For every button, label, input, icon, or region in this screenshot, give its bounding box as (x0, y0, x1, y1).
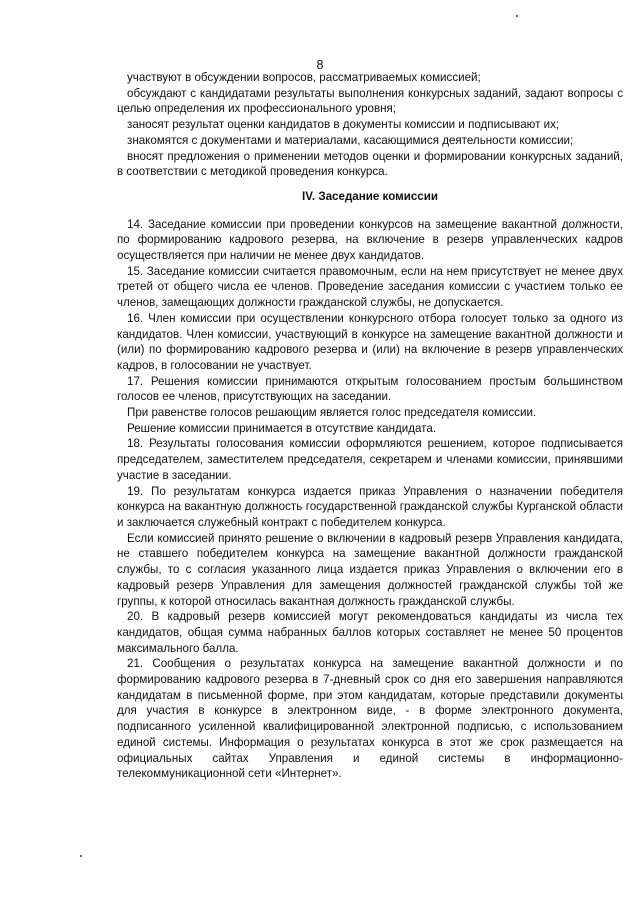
scan-mark-bottom-left (80, 855, 82, 857)
paragraph-16: 16. Член комиссии при осуществлении конкурсного отбора голосует только за одного из кандидатов. Член комиссии, участвующий в конкурсе на замещение вакантной должности и (или) по формированию кадрового резерва и (или) на включение в резерв управленческих кадров, в голосовании не участвует. (117, 311, 623, 372)
paragraph-14: 14. Заседание комиссии при проведении конкурсов на замещение вакантной должности, по формированию кадрового резерва, на включение в резерв управленческих кадров осуществляется при наличии не менее двух кандидатов. (117, 217, 623, 263)
paragraph-17: 17. Решения комиссии принимаются открытым голосованием простым большинством голосов ее членов, присутствующих на заседании. (117, 374, 623, 404)
page-number: 8 (316, 58, 324, 72)
paragraph-participate: участвуют в обсуждении вопросов, рассматриваемых комиссией; (127, 71, 481, 84)
paragraph-19: 19. По результатам конкурса издается приказ Управления о назначении победителя конкурса на вакантную должность государственной гражданской службы Курганской области и заключается служебный контракт с победителем конкурса. (117, 484, 623, 529)
paragraph-record-assessment: заносят результат оценки кандидатов в документы комиссии и подписывают их; (127, 118, 560, 132)
document-body (117, 70, 623, 782)
paragraph-absence: Решение комиссии принимается в отсутствие кандидата. (127, 421, 437, 435)
paragraph-20: 20. В кадровый резерв комиссией могут рекомендоваться кандидаты из числа тех кандидатов, общая сумма набранных баллов которых составляет не менее 50 процентов максимального балла. (117, 610, 623, 655)
paragraph-tie-vote: При равенстве голосов решающим является голос председателя комиссии. (127, 406, 537, 420)
paragraph-15: 15. Заседание комиссии считается правомочным, если на нем присутствует не менее двух третей от общего числа ее членов. Проведение заседания комиссии с участием только ее членов, замещающих должности гражданской службы, не допускается. (117, 264, 623, 310)
paragraph-21: 21. Сообщения о результатах конкурса на замещение вакантной должности и по формированию кадрового резерва в 7-дневный срок со дня его завершения направляются кандидатам в письменной форме, при этом кандидатам, которые представили документы для участия в конкурсе в электронном виде, - в форме электронного документа, подписанного усиленной квалифицированной электронной подписью, с использованием единой системы. Информация о результатах конкурса в этот же срок размещается на официальных сайтах Управления и единой системы в информационно-телекоммуникационной сети «Интернет». (117, 657, 623, 781)
section-title: IV. Заседание комиссии (302, 189, 438, 203)
paragraph-review-documents: знакомятся с документами и материалами, касающимися деятельности комиссии; (127, 133, 574, 147)
paragraph-discuss-results: обсуждают с кандидатами результаты выполнения конкурсных заданий, задают вопросы с целью определения их профессионального уровня; (117, 86, 623, 116)
paragraph-reserve-decision: Если комиссией принято решение о включении в кадровый резерв Управления кандидата, не ставшего победителем конкурса на замещение вакантной должности гражданской службы, то с согласия указанного лица издается приказ Управления о включении его в кадровый резерв Управления для замещения должностей гражданской службы той же группы, к которой относилась вакантная должность гражданской службы. (117, 531, 623, 608)
paragraph-propose-methods: вносят предложения о применении методов оценки и формировании конкурсных заданий, в соответствии с методикой проведения конкурса. (117, 149, 623, 179)
scan-mark-top-right (516, 15, 518, 17)
paragraph-18: 18. Результаты голосования комиссии оформляются решением, которое подписывается председателем, заместителем председателя, секретарем и членами комиссии, принявшими участие в заседании. (117, 437, 623, 482)
